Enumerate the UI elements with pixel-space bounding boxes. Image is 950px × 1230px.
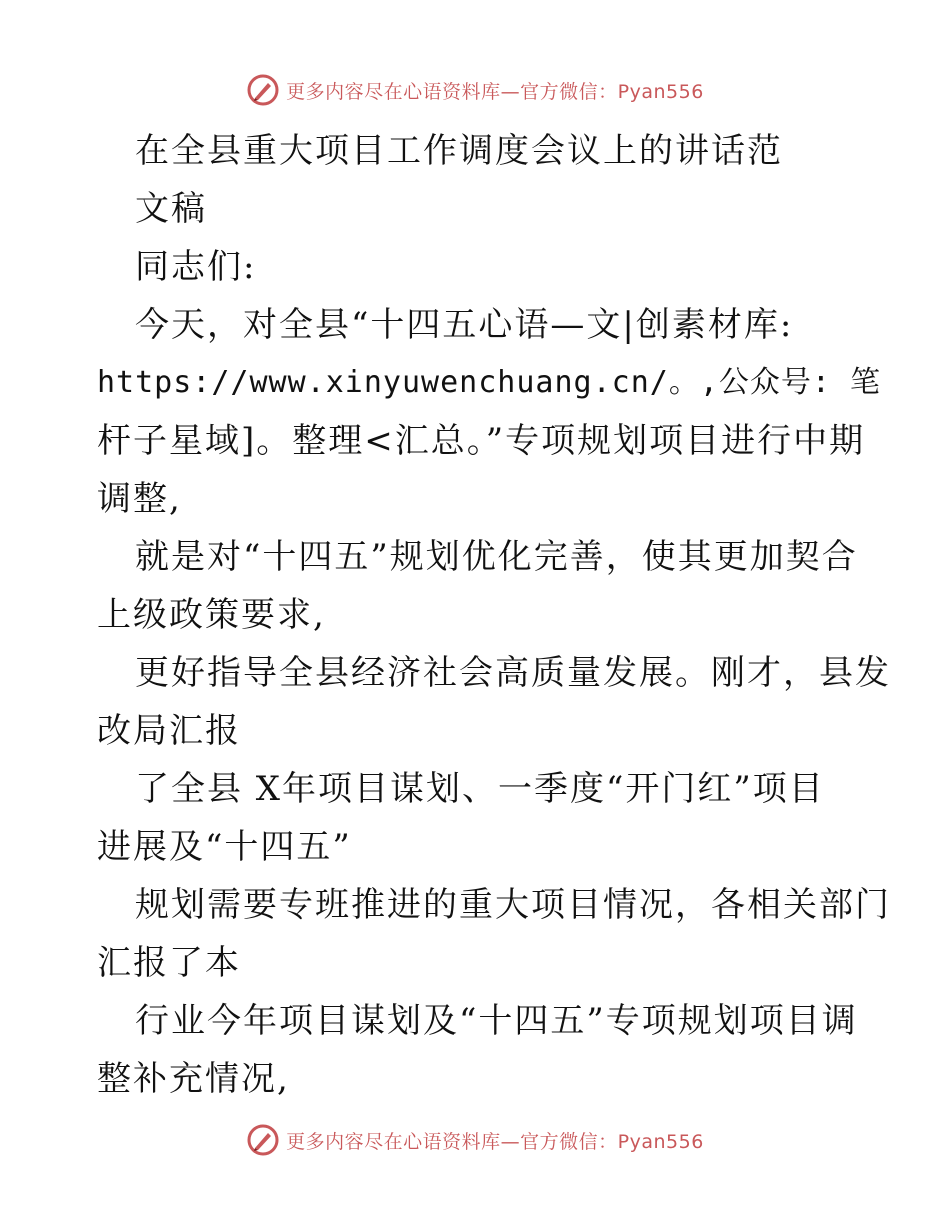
text-line: 改局汇报: [97, 711, 241, 751]
text-line: 杆子星域]。整理<汇总。”专项规划项目进行中期: [97, 421, 866, 461]
text-line: 汇报了本: [97, 943, 241, 983]
text-line: 行业今年项目谋划及“十四五”专项规划项目调: [135, 1001, 858, 1041]
footer-watermark-banner: [0, 1120, 950, 1160]
header-watermark-banner: [0, 70, 950, 110]
header-watermark-text: 更多内容尽在心语资料库—官方微信：Pyan556: [286, 80, 704, 103]
text-line: 整补充情况,: [97, 1059, 290, 1099]
text-line: 同志们:: [135, 247, 257, 287]
text-line: 了全县 X年项目谋划、一季度“开门红”项目: [135, 769, 825, 809]
footer-watermark-text: 更多内容尽在心语资料库—官方微信：Pyan556: [286, 1130, 704, 1153]
text-line: 今天，对全县“十四五心语—文|创素材库:: [135, 305, 794, 345]
pen-logo-icon: [246, 73, 280, 107]
text-line: 调整,: [97, 479, 182, 519]
header-watermark: [246, 73, 704, 107]
pen-logo-icon: [246, 1123, 280, 1157]
text-line: 进展及“十四五”: [97, 827, 352, 867]
text-line: 规划需要专班推进的重大项目情况，各相关部门: [135, 885, 891, 925]
footer-watermark: [246, 1123, 704, 1157]
text-line: 上级政策要求,: [97, 595, 326, 635]
document-body: [97, 122, 891, 1108]
text-line: 文稿: [135, 189, 207, 229]
text-line: https://www.xinyuwenchuang.cn/。,公众号: 笔: [97, 365, 882, 400]
text-line: 就是对“十四五”规划优化完善，使其更加契合: [135, 537, 858, 577]
text-line: 更好指导全县经济社会高质量发展。刚才，县发: [135, 653, 891, 693]
text-line: 在全县重大项目工作调度会议上的讲话范: [135, 131, 783, 171]
